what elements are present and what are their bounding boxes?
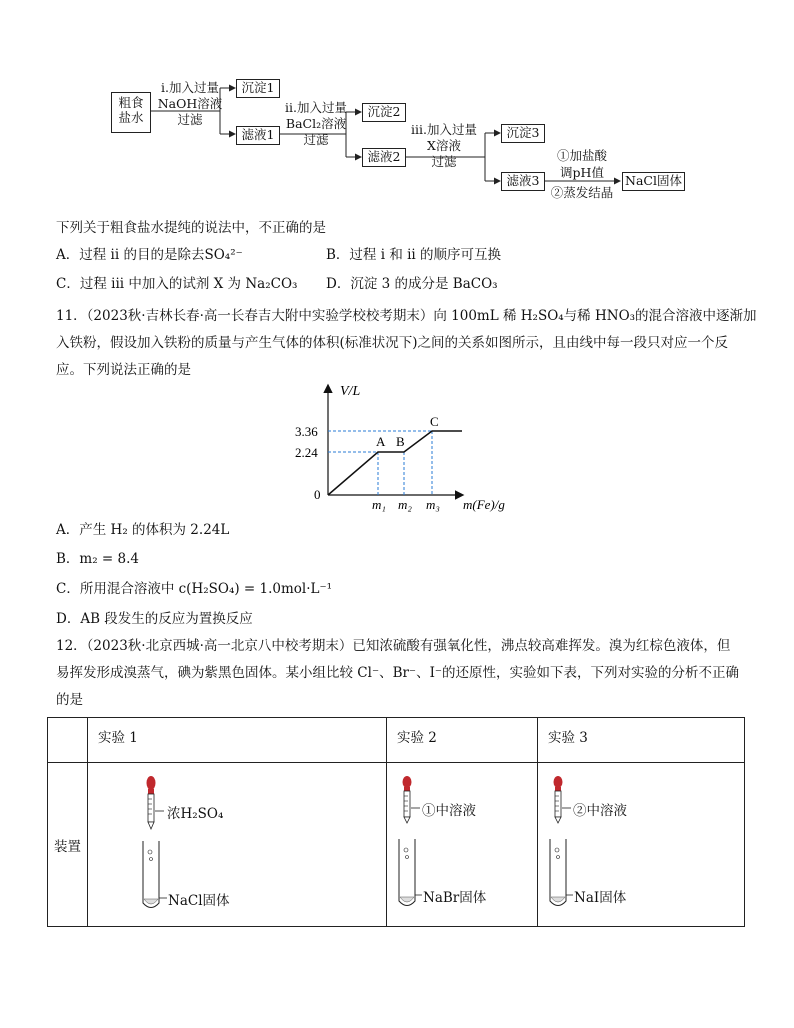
q10-option-a: A．过程 ii 的目的是除去SO₄²⁻	[56, 247, 243, 263]
q11-option-c: C．所用混合溶液中 c(H₂SO₄) = 1.0mol·L⁻¹	[56, 581, 333, 597]
exp3-reagent-label: ②中溶液	[573, 803, 627, 819]
raw-material-box: 粗食 盐水	[111, 92, 151, 133]
filtrate1-box: 滤液1	[236, 126, 280, 145]
exp2-apparatus	[387, 763, 538, 927]
precipitate1-box: 沉淀1	[236, 79, 280, 98]
y-tick-336: 3.36	[295, 424, 318, 439]
exp3-dropper-tube	[538, 763, 734, 926]
q12-stem-line3: 的是	[56, 692, 83, 708]
exp2-header: 实验 2	[387, 718, 538, 763]
q10-option-c: C．过程 iii 中加入的试剂 X 为 Na₂CO₃	[56, 276, 298, 292]
table-row	[48, 763, 745, 927]
precipitate2-box: 沉淀2	[362, 103, 406, 122]
experiment-table	[47, 717, 745, 927]
q11-stem-line2: 入铁粉，假设加入铁粉的质量与产生气体的体积(标准状况下)之间的关系如图所示，且由线中每一段只对应一个反	[56, 335, 729, 351]
step3-label: iii.加入过量 X溶液 过滤	[411, 122, 477, 169]
x-tick-m2: m₂	[398, 497, 412, 512]
test-tube	[550, 839, 566, 906]
test-tube	[143, 841, 159, 908]
q11-option-b: B．m₂ = 8.4	[56, 551, 139, 567]
q10-option-b: B．过程 i 和 ii 的顺序可互换	[326, 247, 502, 263]
flow-arrows	[0, 0, 794, 210]
exp1-dropper-tube	[88, 763, 376, 926]
apparatus-row-label: 装置	[48, 763, 88, 927]
dropper-bulb	[554, 776, 563, 788]
volume-curve	[328, 431, 462, 495]
test-tube	[399, 839, 415, 906]
product-box: NaCl固体	[622, 172, 685, 191]
y-axis-label: V/L	[340, 384, 361, 399]
q12-stem-line1: 12．（2023秋·北京西城·高一北京八中校考期末）已知浓硫酸有强氧化性，沸点较高难挥发。溴为红棕色液体，但	[56, 638, 731, 654]
exp1-solid-label: NaCl固体	[168, 893, 230, 909]
exp1-apparatus	[88, 763, 387, 927]
exp1-reagent-label: 浓H₂SO₄	[167, 806, 224, 822]
step1-label: i.加入过量 NaOH溶液 过滤	[157, 80, 223, 127]
q11-option-a: A．产生 H₂ 的体积为 2.24L	[56, 522, 230, 538]
exp1-header: 实验 1	[88, 718, 387, 763]
table-header-row	[48, 718, 745, 763]
exp3-solid-label: NaI固体	[574, 890, 627, 906]
point-a-label: A	[376, 434, 386, 449]
point-b-label: B	[396, 434, 405, 449]
q11-stem-line3: 应。下列说法正确的是	[56, 362, 191, 378]
y-tick-224: 2.24	[295, 445, 318, 460]
x-axis-label: m(Fe)/g	[463, 497, 505, 512]
table-corner-cell	[48, 718, 88, 763]
q12-stem-line2: 易挥发形成溴蒸气，碘为紫黑色固体。某小组比较 Cl⁻、Br⁻、I⁻的还原性，实验如下表，下列对实验的分析不正确	[56, 665, 740, 681]
precipitate3-box: 沉淀3	[501, 124, 545, 143]
exp3-apparatus	[538, 763, 745, 927]
dropper-bulb	[403, 776, 412, 788]
dropper-bulb	[147, 776, 156, 790]
volume-mass-graph	[280, 378, 540, 518]
origin-label: 0	[314, 487, 321, 502]
q11-stem-line1: 11．（2023秋·吉林长春·高一长春吉大附中实验学校校考期末）向 100mL 稀 H₂SO₄与稀 HNO₃的混合溶液中逐渐加	[56, 308, 757, 324]
exp2-solid-label: NaBr固体	[423, 890, 487, 906]
exp2-reagent-label: ①中溶液	[422, 803, 476, 819]
filtrate2-box: 滤液2	[362, 148, 406, 167]
q11-option-d: D．AB 段发生的反应为置换反应	[56, 611, 253, 627]
filtrate3-box: 滤液3	[501, 172, 545, 191]
q10-stem: 下列关于粗食盐水提纯的说法中，不正确的是	[56, 220, 326, 236]
point-c-label: C	[430, 414, 439, 429]
q10-option-d: D．沉淀 3 的成分是 BaCO₃	[326, 276, 498, 292]
x-tick-m3: m₃	[426, 497, 440, 512]
x-tick-m1: m₁	[372, 497, 386, 512]
exp3-header: 实验 3	[538, 718, 745, 763]
step2-label: ii.加入过量 BaCl₂溶液 过滤	[285, 100, 347, 147]
step4-label: ①加盐酸 调pH值 ②蒸发结晶	[550, 148, 614, 200]
